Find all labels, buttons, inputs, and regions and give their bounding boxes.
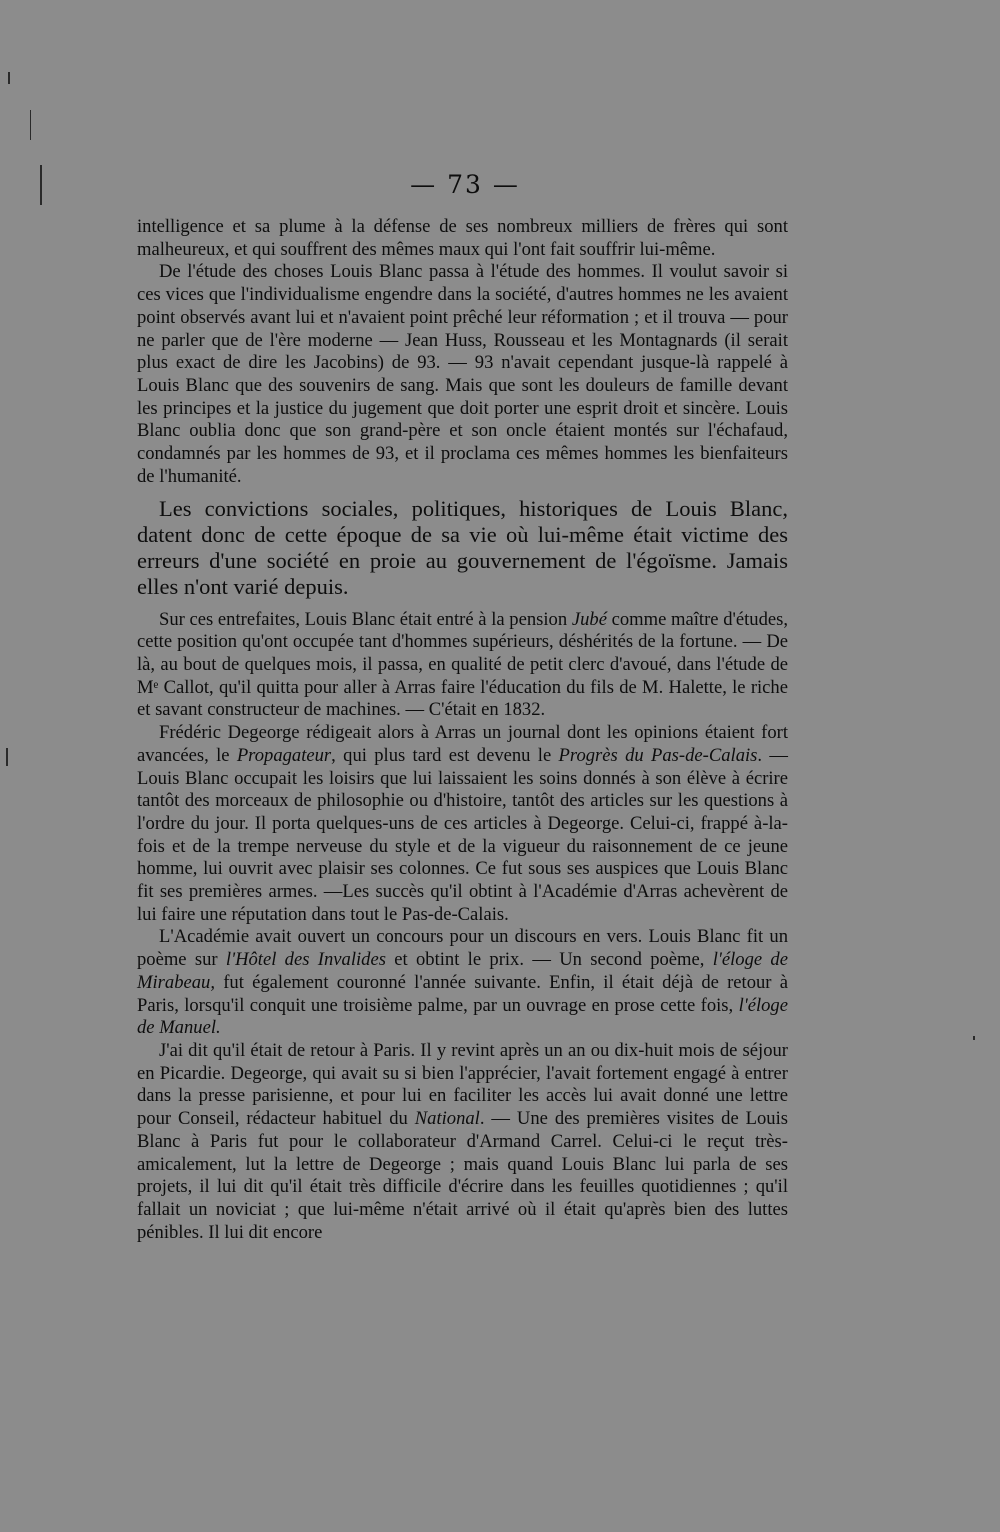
- italic-run: Propagateur: [236, 744, 332, 766]
- text-run: et obtint le prix. — Un second poème,: [385, 949, 713, 971]
- italic-run: l'Hôtel des Invalides: [225, 949, 386, 971]
- italic-run: l'éloge de Mirabeau,: [137, 949, 788, 993]
- paragraph-6: [137, 926, 788, 1040]
- text-run: Frédéric Degeorge rédigeait alors à Arras un journal dont les opinions étaient fort avancées, le: [137, 722, 788, 766]
- paragraph-3: Les convictions sociales, politiques, historiques de Louis Blanc, datent donc de cette époque de sa vie où lui-même était victime des erreurs d'une société en proie au gouvernement de l'égoïsme. Jamais elles n'ont varié depuis.: [137, 496, 788, 599]
- text-run: , qui plus tard est devenu le: [331, 744, 559, 766]
- text-run: comme maître d'études, cette position qu'ont occupée tant d'hommes supérieurs, déshérités de la fortune. — De là, au bout de quelques mois, il passa, en qualité de petit clerc d'avoué, dans l'étude de Mᵉ Callot, qu'il quitta pour aller à Arras faire l'éducation du fils de M. Halette, le riche et savant constructeur de machines. — C'était en 1832.: [137, 608, 789, 721]
- page-number: — 73 —: [410, 170, 520, 199]
- paragraph-4: [137, 609, 788, 723]
- paragraph-2: De l'étude des choses Louis Blanc passa à l'étude des hommes. Il voulut savoir si ces vices que l'individualisme engendre dans la société, d'autres hommes ne les avaient point observés avant lui et n'avaient point prêché leur réformation ; et il trouva — pour ne parler que de l'ère moderne — Jean Huss, Rousseau et les Montagnards (il serait plus exact de dire les Jacobins) de 93. — 93 n'avait cependant jusque-là rappelé à Louis Blanc que des souvenirs de sang. Mais que sont les douleurs de famille devant les principes et la justice du jugement que doit porter une esprit droit et sincère. Louis Blanc oublia donc que son grand-père et son oncle étaient montés sur l'échafaud, condamnés par les hommes de 93, et il proclama ces mêmes hommes les bienfaiteurs de l'humanité.: [137, 261, 788, 487]
- scan-mark: [30, 110, 31, 140]
- italic-run: Jubé: [571, 608, 607, 630]
- text-run: Sur ces entrefaites, Louis Blanc était entré à la pension: [159, 608, 572, 630]
- body-text: [137, 216, 788, 1244]
- scan-mark: [40, 165, 42, 205]
- text-run: J'ai dit qu'il était de retour à Paris. Il y revint après un an ou dix-huit mois de séjour en Picardie. Degeorge, qui avait su si bien l'apprécier, l'avait fortement engagé à entrer dans la presse parisienne, et pour lui en faciliter les accès lui avait donné une lettre pour Conseil, rédacteur habituel du: [137, 1039, 788, 1130]
- text-run: . — Une des premières visites de Louis Blanc à Paris fut pour le collaborateur d'Armand Carrel. Celui-ci le reçut très-amicalement, lut la lettre de Degeorge ; mais quand Louis Blanc lui parla de ses projets, il lui dit qu'il était très difficile d'écrire dans les feuilles quotidiennes ; qu'il fallait un noviciat ; que lui-même n'était arrivé où il était qu'après bien des luttes pénibles. Il lui dit encore: [137, 1108, 788, 1243]
- text-run: L'Académie avait ouvert un concours pour un discours en vers. Louis Blanc fit un poème sur: [137, 926, 788, 971]
- italic-run: l'éloge de Manuel.: [137, 994, 788, 1039]
- scan-mark: [6, 748, 8, 766]
- text-run: . — Louis Blanc occupait les loisirs que lui laissaient les soins donnés à son élève à écrire tantôt des morceaux de philosophie ou d'histoire, tantôt des articles sur les questions à l'ordre du jour. Il porta quelques-uns de ces articles à Degeorge. Celui-ci, frappé à-la-fois et de la trempe nerveuse du style et de la vigueur du raisonnement de ce jeune homme, lui ouvrit avec plaisir ses colonnes. Ce fut sous ses auspices que Louis Blanc fit ses premières armes. —Les succès qu'il obtint à l'Académie d'Arras achevèrent de lui faire une réputation dans tout le Pas-de-Calais.: [137, 744, 788, 925]
- paragraph-7: [137, 1040, 788, 1244]
- paragraph-1: intelligence et sa plume à la défense de ses nombreux milliers de frères qui sont malheureux, et qui souffrent des mêmes maux qui l'ont fait souffrir lui-même.: [137, 216, 788, 260]
- italic-run: National: [414, 1108, 480, 1130]
- scan-mark: [973, 1036, 975, 1040]
- italic-run: Progrès du Pas-de-Calais: [558, 744, 758, 766]
- scan-mark: [8, 72, 10, 84]
- text-run: fut également couronné l'année suivante. Enfin, il était déjà de retour à Paris, lorsqu'il conquit une troisième palme, par un ouvrage en prose cette fois,: [137, 971, 788, 1016]
- paragraph-5: [137, 722, 788, 926]
